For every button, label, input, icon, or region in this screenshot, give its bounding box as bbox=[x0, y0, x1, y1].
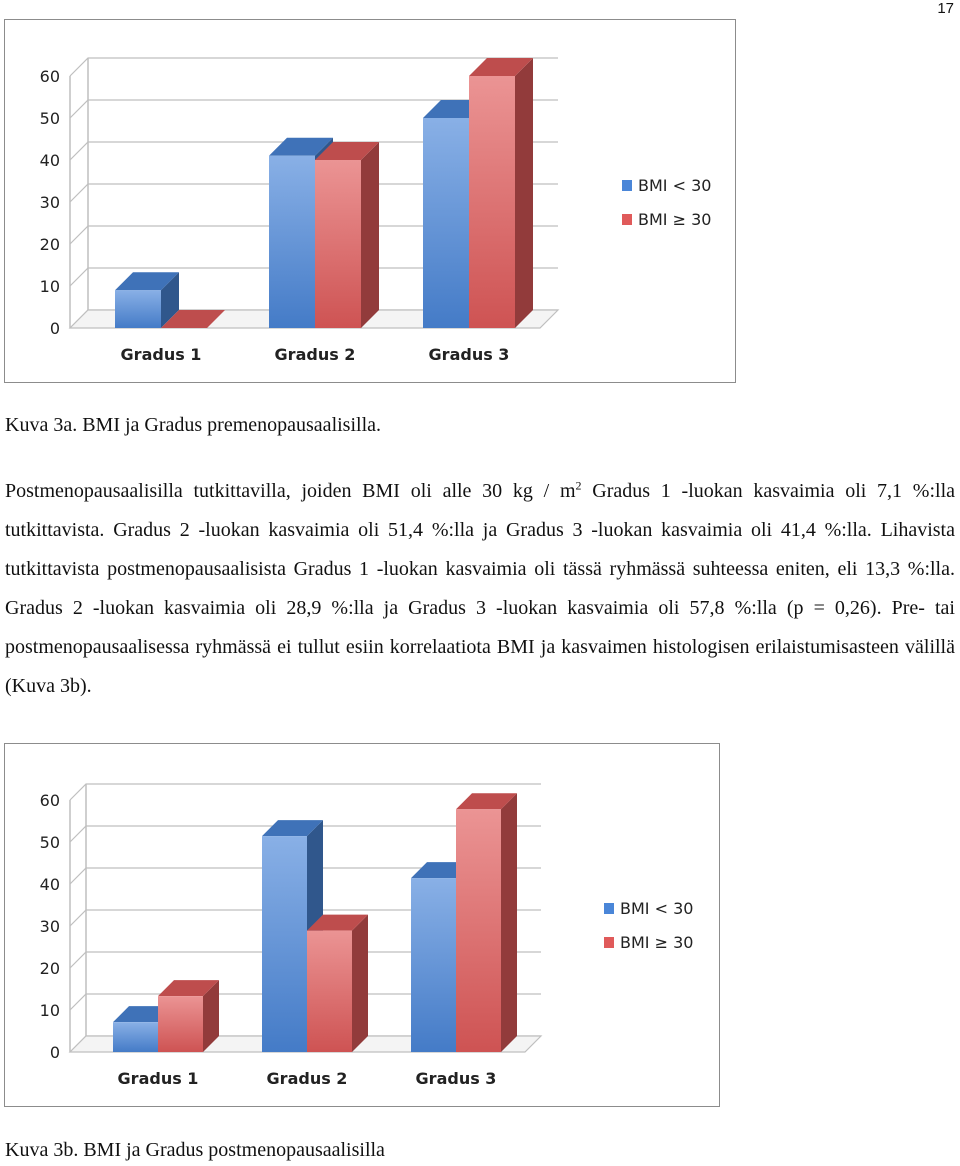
legend-swatch-bmi-under-30 bbox=[622, 180, 632, 191]
x-category-label-gradus-1: Gradus 1 bbox=[117, 1069, 199, 1088]
y-tick-label-20: 20 bbox=[39, 959, 60, 978]
caption-3b: Kuva 3b. BMI ja Gradus postmenopausaalisilla bbox=[5, 1139, 385, 1161]
x-category-label-gradus-2: Gradus 2 bbox=[266, 1069, 348, 1088]
y-tick-label-40: 40 bbox=[39, 875, 60, 894]
bar-bmi-30-plus-gradus-1 bbox=[158, 996, 203, 1052]
bar-bmi-under-30-gradus-1 bbox=[113, 1022, 158, 1052]
superscript-2: 2 bbox=[575, 478, 582, 493]
bar-bmi-under-30-gradus-2 bbox=[269, 156, 315, 328]
y-tick-label-10: 10 bbox=[39, 1001, 60, 1020]
bar-bmi-30-plus-gradus-3 bbox=[469, 76, 515, 328]
y-tick-label-0: 0 bbox=[49, 1043, 60, 1062]
x-category-label-gradus-2: Gradus 2 bbox=[274, 345, 356, 364]
bar-bmi-30-plus-gradus-3-side bbox=[501, 793, 517, 1052]
legend-label-bmi-30-plus: BMI ≥ 30 bbox=[620, 933, 694, 952]
bar-bmi-30-plus-gradus-2-side bbox=[361, 142, 379, 328]
legend-label-bmi-30-plus: BMI ≥ 30 bbox=[638, 210, 712, 229]
bar-bmi-under-30-gradus-2 bbox=[262, 836, 307, 1052]
y-tick-label-20: 20 bbox=[39, 235, 60, 254]
y-tick-label-30: 30 bbox=[39, 917, 60, 936]
caption-3a: Kuva 3a. BMI ja Gradus premenopausaalisilla. bbox=[5, 414, 382, 436]
bar-bmi-30-plus-gradus-2 bbox=[307, 931, 352, 1052]
y-tick-label-30: 30 bbox=[39, 193, 60, 212]
y-tick-label-50: 50 bbox=[39, 833, 60, 852]
body-paragraph bbox=[5, 472, 955, 706]
legend-swatch-bmi-30-plus bbox=[604, 937, 614, 948]
legend-label-bmi-under-30: BMI < 30 bbox=[620, 899, 694, 918]
bar-bmi-30-plus-gradus-2 bbox=[315, 160, 361, 328]
y-tick-label-50: 50 bbox=[39, 109, 60, 128]
y-tick-label-0: 0 bbox=[49, 319, 60, 338]
bar-bmi-under-30-gradus-1 bbox=[115, 290, 161, 328]
bar-bmi-under-30-gradus-3 bbox=[423, 118, 469, 328]
x-category-label-gradus-3: Gradus 3 bbox=[428, 345, 510, 364]
y-tick-label-40: 40 bbox=[39, 151, 60, 170]
bar-bmi-30-plus-gradus-2-side bbox=[352, 915, 368, 1052]
paragraph-part2: Gradus 1 -luokan kasvaimia oli 7,1 %:lla tutkittavista. Gradus 2 -luokan kasvaimia oli 51,4 %:lla ja Gradus 3 -luokan kasvaimia oli 41,4 %:lla. Lihavista tutkittavista postmenopausaalisista Gradus 1 -luokan kasvaimia oli tässä ryhmässä suhteessa eniten, eli 13,3 %:lla. Gradus 2 -luokan kasvaimia oli 28,9 %:lla ja Gradus 3 -luokan kasvaimia oli 57,8 %:lla (p = 0,26). Pre- tai postmenopausaalisessa ryhmässä ei tullut esiin korrelaatiota BMI ja kasvaimen histologisen erilaistumisasteen välillä (Kuva 3b). bbox=[5, 480, 956, 697]
x-category-label-gradus-3: Gradus 3 bbox=[415, 1069, 497, 1088]
legend-swatch-bmi-under-30 bbox=[604, 903, 614, 914]
paragraph-part1: Postmenopausaalisilla tutkittavilla, joiden BMI oli alle 30 kg / m bbox=[5, 480, 576, 502]
bar-bmi-30-plus-gradus-3 bbox=[456, 809, 501, 1052]
bar-bmi-under-30-gradus-3 bbox=[411, 878, 456, 1052]
bar-bmi-30-plus-gradus-3-side bbox=[515, 58, 533, 328]
y-tick-label-60: 60 bbox=[39, 791, 60, 810]
chart-3a-svg bbox=[5, 20, 735, 382]
chart-3a bbox=[4, 19, 736, 383]
x-category-label-gradus-1: Gradus 1 bbox=[120, 345, 202, 364]
legend-swatch-bmi-30-plus bbox=[622, 214, 632, 225]
legend-label-bmi-under-30: BMI < 30 bbox=[638, 176, 712, 195]
chart-3b-svg bbox=[5, 744, 719, 1106]
chart-3b bbox=[4, 743, 720, 1107]
y-tick-label-10: 10 bbox=[39, 277, 60, 296]
page-number: 17 bbox=[937, 0, 954, 17]
y-tick-label-60: 60 bbox=[39, 67, 60, 86]
